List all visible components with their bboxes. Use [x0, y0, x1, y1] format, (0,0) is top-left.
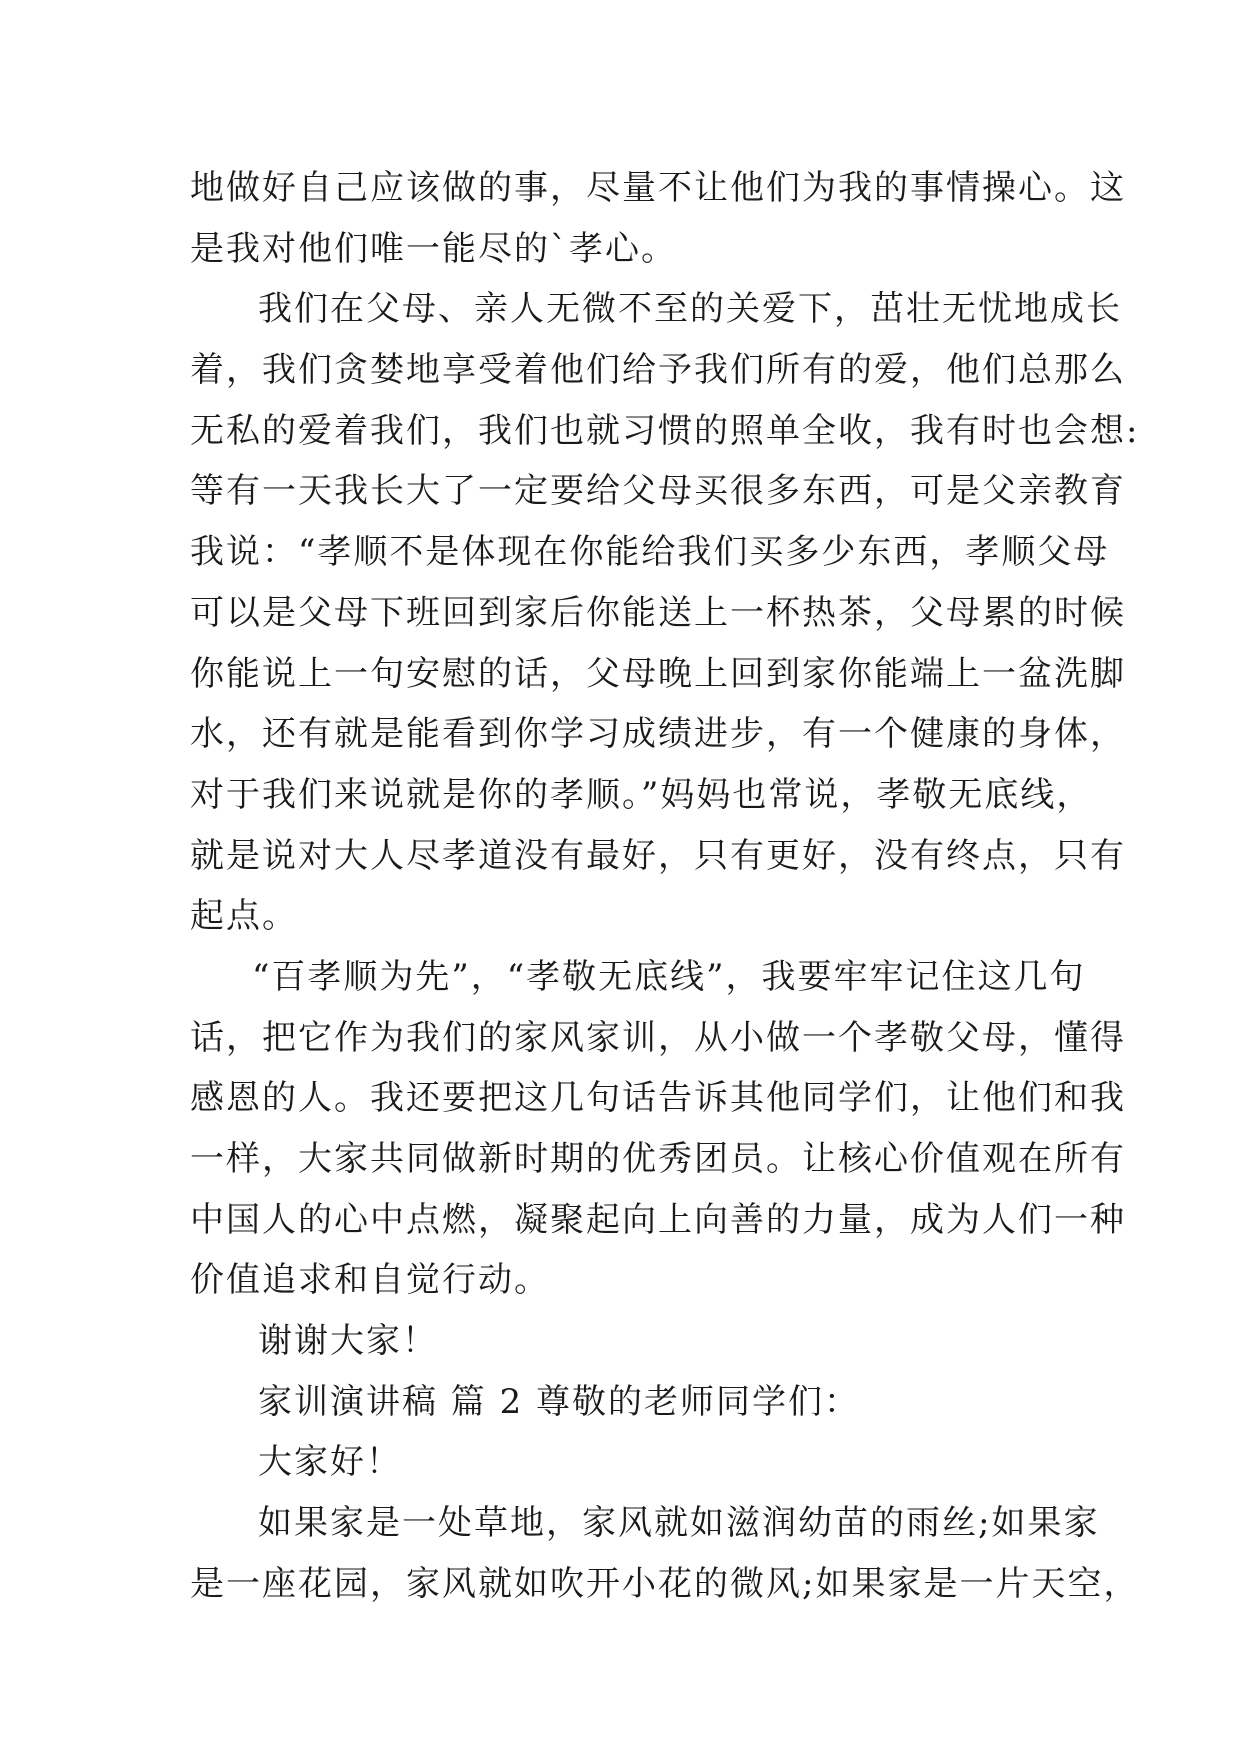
text-line: 起点。 — [190, 896, 298, 937]
text-line: 等有一天我长大了一定要给父母买很多东西，可是父亲教育 — [190, 471, 1126, 512]
paragraph — [190, 947, 1126, 1311]
text-line: 谢谢大家！ — [258, 1321, 438, 1362]
text-line: 价值追求和自觉行动。 — [190, 1260, 550, 1301]
paragraph — [190, 1311, 1070, 1372]
text-line: 家训演讲稿 篇 2 尊敬的老师同学们： — [258, 1381, 861, 1422]
text-line: 可以是父母下班回到家后你能送上一杯热茶，父母累的时候 — [190, 592, 1126, 633]
paragraph — [190, 1493, 1140, 1614]
paragraph — [190, 1432, 1070, 1493]
text-line: 话，把它作为我们的家风家训，从小做一个孝敬父母，懂得 — [190, 1017, 1126, 1058]
text-line: 中国人的心中点燃，凝聚起向上向善的力量，成为人们一种 — [190, 1199, 1126, 1240]
text-line: 地做好自己应该做的事，尽量不让他们为我的事情操心。这 — [190, 168, 1126, 208]
text-line: 对于我们来说就是你的孝顺。”妈妈也常说，孝敬无底线， — [190, 774, 1093, 815]
text-line: 着，我们贪婪地享受着他们给予我们所有的爱，他们总那么 — [190, 350, 1126, 391]
text-line: 是我对他们唯一能尽的`孝心。 — [190, 228, 677, 269]
text-line: 我们在父母、亲人无微不至的关爱下，茁壮无忧地成长 — [258, 289, 1122, 330]
text-line: “百孝顺为先”，“孝敬无底线”，我要牢牢记住这几句 — [252, 956, 1086, 997]
section-heading — [190, 1372, 1070, 1433]
text-line: 如果家是一处草地，家风就如滋润幼苗的雨丝;如果家 — [258, 1503, 1100, 1544]
text-line: 大家好！ — [258, 1442, 402, 1483]
text-line: 水，还有就是能看到你学习成绩进步，有一个健康的身体， — [190, 714, 1126, 755]
paragraph — [190, 279, 1140, 947]
text-line: 就是说对大人尽孝道没有最好，只有更好，没有终点，只有 — [190, 835, 1126, 876]
paragraph — [190, 158, 1126, 279]
text-line: 一样，大家共同做新时期的优秀团员。让核心价值观在所有 — [190, 1139, 1126, 1179]
text-line: 我说：“孝顺不是体现在你能给我们买多少东西，孝顺父母 — [190, 532, 1110, 573]
text-line: 感恩的人。我还要把这几句话告诉其他同学们，让他们和我 — [190, 1078, 1126, 1119]
text-line: 是一座花园，家风就如吹开小花的微风;如果家是一片天空， — [190, 1563, 1140, 1604]
document-body — [190, 158, 1140, 1615]
text-line: 你能说上一句安慰的话，父母晚上回到家你能端上一盆洗脚 — [190, 653, 1126, 694]
text-line: 无私的爱着我们，我们也就习惯的照单全收，我有时也会想: — [190, 410, 1140, 451]
